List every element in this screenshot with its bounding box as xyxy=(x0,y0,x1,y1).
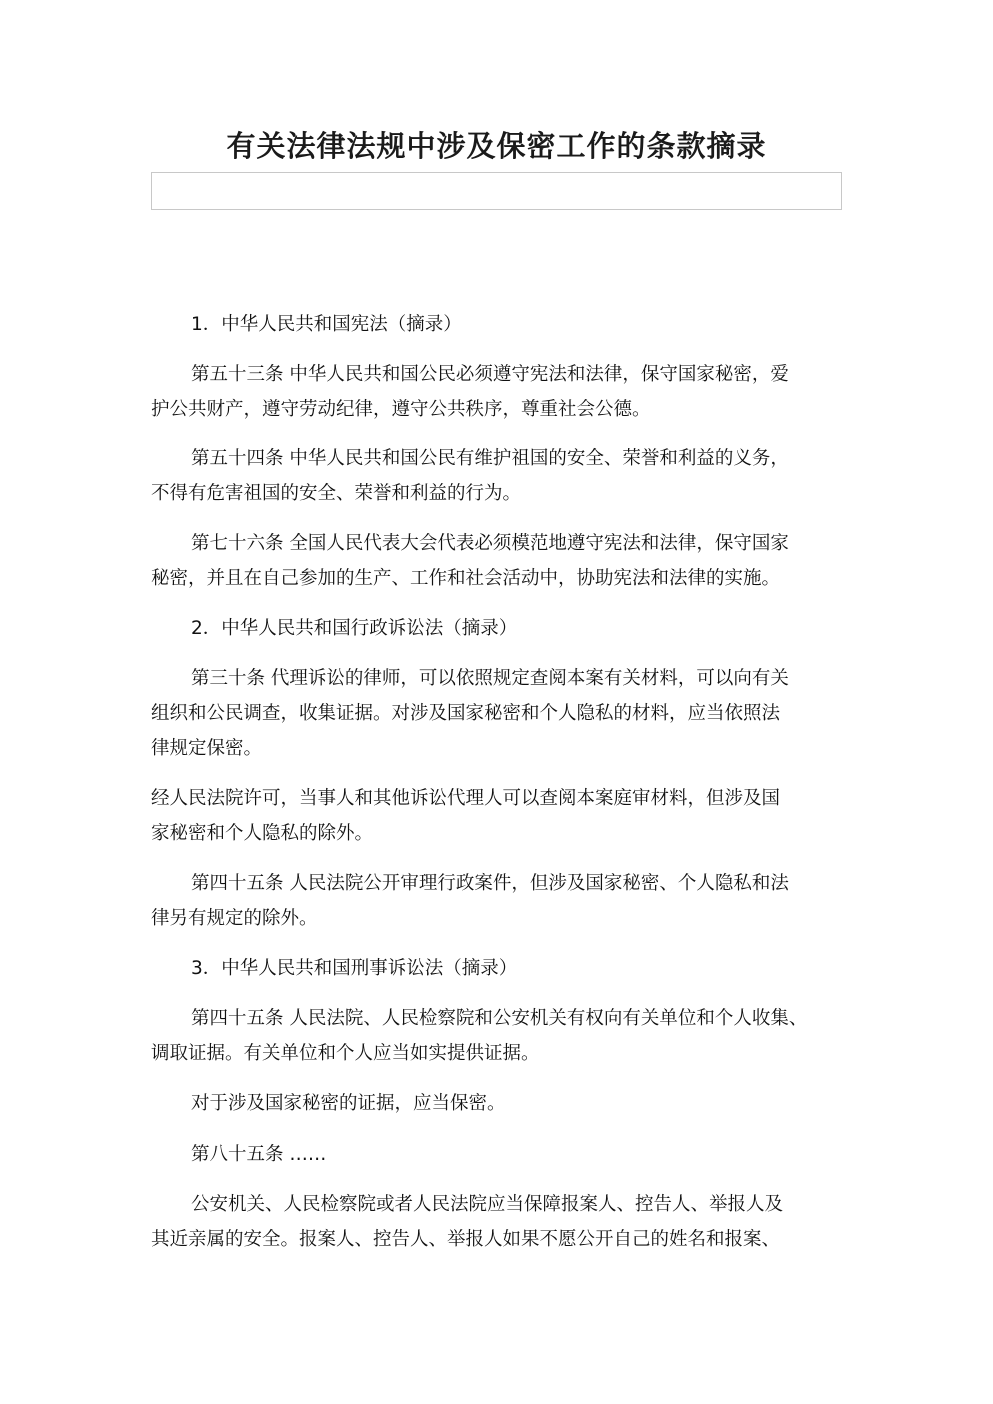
article-54 xyxy=(151,441,851,511)
text-line: 1．中华人民共和国宪法（摘录） xyxy=(191,314,462,335)
text-line: 第七十六条 全国人民代表大会代表必须模范地遵守宪法和法律，保守国家 xyxy=(191,533,789,554)
text-line: 组织和公民调查，收集证据。对涉及国家秘密和个人隐私的材料，应当依照法 xyxy=(151,703,781,724)
article-45-admin xyxy=(151,866,851,936)
protection-paragraph xyxy=(151,1187,851,1257)
text-line: 3．中华人民共和国刑事诉讼法（摘录） xyxy=(191,958,518,979)
text-line: 经人民法院许可，当事人和其他诉讼代理人可以查阅本案庭审材料，但涉及国 xyxy=(151,788,781,809)
article-30 xyxy=(151,661,851,766)
text-line: 调取证据。有关单位和个人应当如实提供证据。 xyxy=(151,1043,540,1064)
text-line: 2．中华人民共和国行政诉讼法（摘录） xyxy=(191,618,518,639)
text-line: 第四十五条 人民法院、人民检察院和公安机关有权向有关单位和个人收集、 xyxy=(191,1008,808,1029)
document-title: 有关法律法规中涉及保密工作的条款摘录 xyxy=(226,129,767,163)
text-line: 护公共财产，遵守劳动纪律，遵守公共秩序，尊重社会公德。 xyxy=(151,399,651,420)
text-line: 第五十四条 中华人民共和国公民有维护祖国的安全、荣誉和利益的义务， xyxy=(191,448,789,469)
section-heading-1 xyxy=(151,307,851,342)
text-line: 第五十三条 中华人民共和国公民必须遵守宪法和法律，保守国家秘密，爱 xyxy=(191,364,789,385)
text-line: 秘密，并且在自己参加的生产、工作和社会活动中，协助宪法和法律的实施。 xyxy=(151,568,781,589)
text-line: 第四十五条 人民法院公开审理行政案件，但涉及国家秘密、个人隐私和法 xyxy=(191,873,789,894)
article-85 xyxy=(151,1137,851,1172)
text-line: 对于涉及国家秘密的证据，应当保密。 xyxy=(191,1093,506,1114)
text-line: 公安机关、人民检察院或者人民法院应当保障报案人、控告人、举报人及 xyxy=(191,1194,784,1215)
text-line: 第三十条 代理诉讼的律师，可以依照规定查阅本案有关材料，可以向有关 xyxy=(191,668,789,689)
evidence-secrecy-paragraph xyxy=(151,1086,851,1121)
title-underline-box xyxy=(151,172,842,210)
article-76 xyxy=(151,526,851,596)
text-line: 不得有危害祖国的安全、荣誉和利益的行为。 xyxy=(151,483,522,504)
text-line: 律另有规定的除外。 xyxy=(151,908,318,929)
section-heading-2 xyxy=(151,611,851,646)
article-53 xyxy=(151,357,851,427)
section-heading-3 xyxy=(151,951,851,986)
text-line: 家秘密和个人隐私的除外。 xyxy=(151,823,374,844)
text-line: 律规定保密。 xyxy=(151,738,263,759)
court-permission-paragraph xyxy=(151,781,851,851)
article-45-criminal xyxy=(151,1001,851,1071)
text-line: 第八十五条 …… xyxy=(191,1144,327,1165)
text-line: 其近亲属的安全。报案人、控告人、举报人如果不愿公开自己的姓名和报案、 xyxy=(151,1229,781,1250)
